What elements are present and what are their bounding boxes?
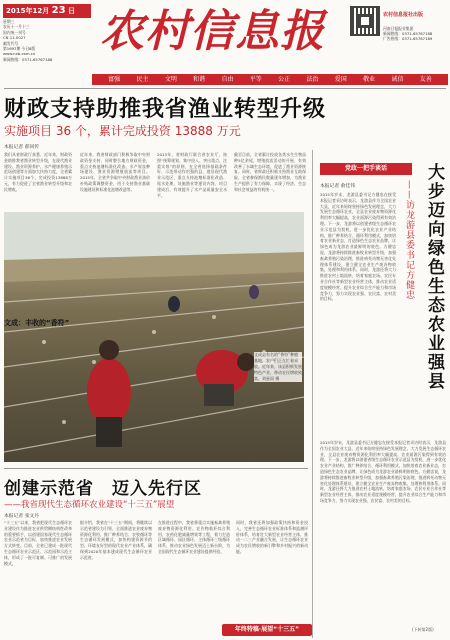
value-item: 法治 [306, 76, 319, 83]
publisher-info [383, 26, 445, 41]
value-item: 和谐 [193, 76, 206, 83]
issue-info-lines [3, 19, 91, 62]
qr-code-icon [350, 6, 380, 36]
lead-column: 2013年，省财政厅联合省农业厅，按照“统筹规划、集中投入、突出重点、注重实效”的原则，在全省选择基础条件好、示范带动作用强的县，建设现代渔业示范区，重点支持池塘标准化改造、尾水处理、设施渔业等建设内容，项目建成后，有效提升了水产品质量安全水平。 [157, 152, 227, 198]
publisher-info-line: 新闻热线：0371-65767188 [383, 31, 433, 36]
info-line: www.nxb.com.cn [3, 51, 36, 57]
harvest-photo [4, 212, 304, 462]
issue-day-suffix: 日 [68, 7, 76, 15]
lead-byline: 本报记者 郝同传 [4, 145, 40, 150]
column-divider [312, 150, 313, 638]
value-item: 诚信 [391, 76, 404, 83]
core-values-bar [92, 74, 448, 85]
divider [4, 468, 308, 469]
harvest-field-illustration [4, 212, 304, 462]
lead-subhead: 实施项目 36 个，累计完成投资 13888 万元 [4, 124, 241, 138]
value-item: 敬业 [363, 76, 376, 83]
lead-column: 近年来，我省财政部门积极争取中央财政资金支持，同时整合地方财政资金，重点支持池塘标准化改造、水产原良种场建设、渔业资源增殖放流等项目。2015年，全省共争取中央财政渔业油价补贴政策调整资金，用于支持渔业基础设施建设和标准化池塘改造等。 [80, 152, 150, 192]
right-subhead: ——访龙游县委书记方健忠 [404, 180, 414, 300]
issue-date [3, 4, 91, 18]
value-item: 文明 [164, 76, 177, 83]
value-item: 自由 [221, 76, 234, 83]
section-column: 据介绍，我省在“十三五”期间，将继续以示范省建设为引领，全面推进农业废弃物资源化利用，推广种养结合、农牧循环等生态循环发展模式，加快构建资源节约型、环境友好型的现代农业产业体系，确保到2020年基本建成现代生态循环农业示范省。 [80, 520, 152, 560]
info-line: 邮发代号 [3, 40, 19, 46]
info-line: CN 11-0027 [3, 35, 26, 41]
value-item: 爱国 [334, 76, 347, 83]
section-column: 同时，我省还将加强政策扶持和资金投入，完善生态循环农业标准体系和监测评价体系，培育壮大新型农业经营主体，推动一二三产业融合发展，让生态循环农业成为农民增收的新引擎和乡村振兴的新动能。 [236, 520, 308, 554]
photo-caption: 文成县有名的“香符”种植基地，农户们正在忙着采收。近年来，该县积极发展特色产业，带动农民增收致富。刘星雨 摄 [254, 352, 302, 381]
info-line: 农历十一月十三 [3, 24, 30, 30]
value-item: 富强 [108, 76, 121, 83]
value-item: 公正 [278, 76, 291, 83]
info-line: 星期三 [3, 19, 15, 24]
photo-caption-title: 文成：丰收的“香符” [4, 319, 70, 327]
section-byline: 本报记者 张文丹 [4, 514, 40, 519]
lead-column: 截至目前，全省累计投放各类水生生物苗种5亿余尾，增殖放流活动的开展，有效改善了水域生态环境，促进了渔业资源恢复。同时，省财政还积极支持渔业互助保险，全省参保渔民数量逐年增加，为渔业生产提供了有力保障，实现了经济、生态和社会效益的有机统一。 [234, 152, 306, 192]
newspaper-title: 农村信息报 [100, 6, 325, 57]
section-column: 在推进过程中，我省将重点实施畜禽养殖废弃物资源化利用、农作物秸秆综合利用、农药化肥减量增效等工程，着力打造区域循环、园区循环、主体循环三级循环体系，推动农业绿色发展迈上新台阶，为全国现代生态循环农业建设提供经验。 [158, 520, 230, 554]
value-item: 友善 [419, 76, 432, 83]
value-item: 平等 [249, 76, 262, 83]
masthead [0, 0, 450, 72]
section-column: “十三五”以来，我省把现代生态循环农业建设作为推进农业供给侧结构性改革的重要抓手，以创建国家现代生态循环农业示范省为目标，加快推进农业发展方式转变。目前，全省已建成一批现代生态循环农业示范区、示范园和示范主体，形成了一批可复制、可推广的发展模式。 [4, 520, 72, 566]
publisher-info-line: 广告热线：0371-65767189 [383, 36, 433, 41]
right-byline: 本报记者 俞佳伟 [320, 184, 356, 189]
issue-month: 2015年12月 [6, 7, 50, 15]
continued-note: (下转第2版) [412, 627, 434, 632]
divider [4, 88, 446, 89]
lead-column: 我们从省财政厅获悉，近年来，财政资金助推我省渔业转型升级，在现代渔业建设、渔业资源养护、水产健康养殖示范场创建等方面加大扶持力度，全省累计实施项目36个，完成投资13888万元，有力促进了全省渔业转型升级和农民增收。 [4, 152, 72, 192]
right-column: 2015年岁末，龙游县委书记方健忠在接受本报记者采访时表示，龙游县作为全国农业大县，近年来始终坚持绿色发展理念，大力发展生态循环农业，全县农业废弃物资源化利用率大幅提高，农业面源污染得到有效治理。下一步，龙游将以创建省级生态循环农业示范县为契机，进一步优化农业产业结构，推广种养结合、循环利用模式，加快培育农业新业态，打造绿色生态农业品牌，让绿色成为龙游农业最鲜明的底色。方健忠说，龙游将持续推进畜牧业转型升级，加强畜禽养殖污染治理，推进病死动物无害化处理体系建设，建立健全农业生产废弃物收集、处理和利用体系。同时，龙游还将大力推进农村土地流转，培育家庭农场、农民专业合作社等新型农业经营主体，推动农业适度规模经营，提升农业综合生产能力和市场竞争力，努力实现农业强、农民富、农村美的目标。 [320, 192, 396, 302]
publisher-info-line: 河南日报报业集团 [383, 26, 414, 31]
right-headline: 大步迈向绿色生态农业强县 [424, 163, 444, 391]
issue-day: 23 [51, 5, 66, 16]
info-line: 第1697期 今日8版 [3, 46, 36, 52]
publisher-name: 农村信息报社出版 [383, 12, 424, 18]
value-item: 民主 [136, 76, 149, 83]
section-headline: 创建示范省 迈入先行区 [4, 479, 202, 499]
masthead-right-block [350, 6, 446, 66]
info-line: 新闻热线：0371-65767188 [3, 56, 53, 62]
year-end-banner: 年终特稿·展望“十三五” [222, 624, 312, 636]
masthead-info-block [3, 4, 91, 68]
lead-headline: 财政支持助推我省渔业转型升级 [4, 97, 327, 122]
section-subhead: ——我省现代生态循环农业建设“十三五”展望 [4, 500, 175, 510]
right-column-continued: 2015年岁末，龙游县委书记方健忠在接受本报记者采访时表示，龙游县作为全国农业大县，近年来始终坚持绿色发展理念，大力发展生态循环农业，全县农业废弃物资源化利用率大幅提高，农业面源污染得到有效治理。下一步，龙游将以创建省级生态循环农业示范县为契机，进一步优化农业产业结构，推广种养结合、循环利用模式，加快培育农业新业态，打造绿色生态农业品牌，让绿色成为龙游农业最鲜明的底色。方健忠说，龙游将持续推进畜牧业转型升级，加强畜禽养殖污染治理，推进病死动物无害化处理体系建设，建立健全农业生产废弃物收集、处理和利用体系。同时，龙游还将大力推进农村土地流转，培育家庭农场、农民专业合作社等新型农业经营主体，推动农业适度规模经营，提升农业综合生产能力和市场竞争力，努力实现农业强、农民富、农村美的目标。 [320, 440, 446, 503]
column-tag: 党政一把手谈话 [320, 163, 412, 175]
info-line: 国内统一刊号 [3, 29, 26, 35]
